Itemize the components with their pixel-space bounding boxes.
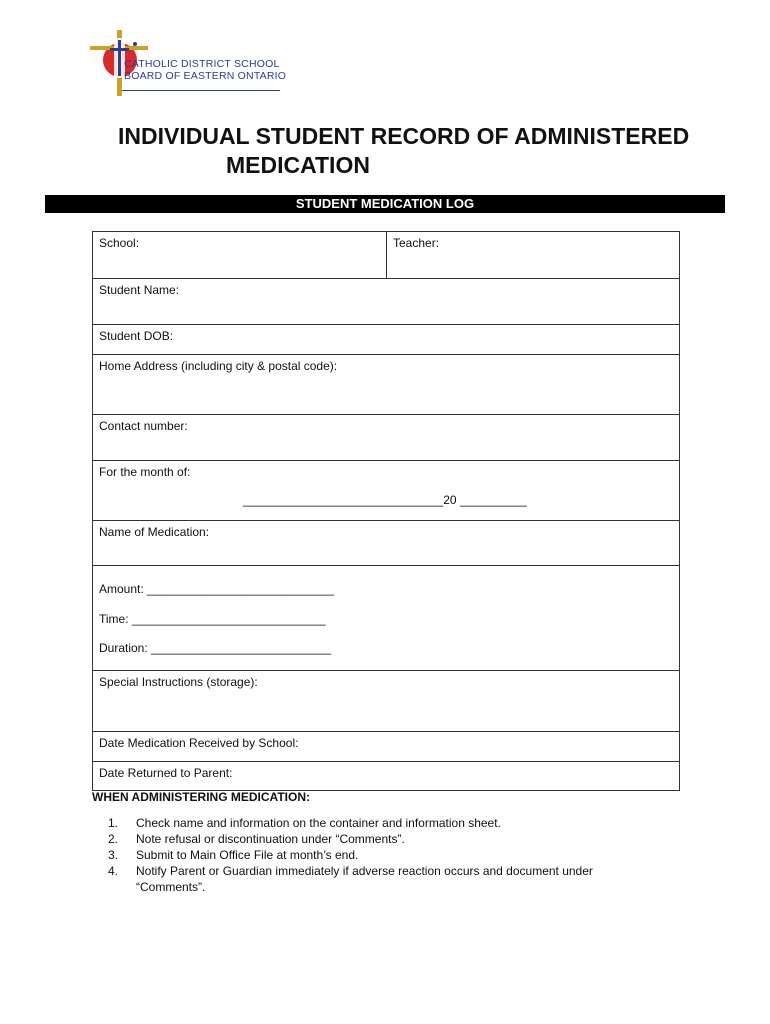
step-text: Check name and information on the container and information sheet. — [136, 816, 501, 830]
contact-number-label: Contact number: — [99, 419, 188, 433]
special-instructions-field[interactable] — [93, 670, 679, 731]
step-number: 3. — [108, 848, 119, 862]
contact-number-field[interactable] — [93, 414, 679, 460]
step-text: Notify Parent or Guardian immediately if adverse reaction occurs and document under “Comments”. — [136, 864, 593, 894]
student-name-label: Student Name: — [99, 283, 180, 297]
date-received-label: Date Medication Received by School: — [99, 736, 299, 750]
step-number: 4. — [108, 864, 119, 878]
board-name — [124, 58, 286, 82]
list-item — [108, 831, 636, 847]
step-text: Submit to Main Office File at month’s end. — [136, 848, 359, 862]
school-field[interactable] — [93, 232, 387, 278]
home-address-label: Home Address (including city & postal code): — [99, 359, 338, 373]
school-label: School: — [99, 236, 140, 250]
section-banner: STUDENT MEDICATION LOG — [45, 195, 725, 213]
board-name-line2: BOARD OF EASTERN ONTARIO — [124, 70, 287, 82]
time-field[interactable]: Time: _____________________________ — [99, 612, 326, 626]
date-received-field[interactable] — [93, 731, 679, 761]
step-text: Note refusal or discontinuation under “Comments”. — [136, 832, 405, 846]
list-item — [108, 815, 636, 831]
student-dob-field[interactable] — [93, 324, 679, 354]
month-year-line: ______________________________20 __________ — [243, 493, 527, 507]
date-returned-label: Date Returned to Parent: — [99, 766, 233, 780]
month-field[interactable] — [93, 460, 679, 520]
page-title-line1: INDIVIDUAL STUDENT RECORD OF ADMINISTERED — [118, 123, 690, 149]
special-instructions-label: Special Instructions (storage): — [99, 675, 258, 689]
step-number: 2. — [108, 832, 119, 846]
duration-field[interactable]: Duration: ___________________________ — [99, 641, 332, 655]
medication-name-label: Name of Medication: — [99, 525, 210, 539]
instructions-heading: WHEN ADMINISTERING MEDICATION: — [92, 790, 310, 804]
teacher-label: Teacher: — [393, 236, 440, 250]
step-number: 1. — [108, 816, 119, 830]
logo-divider — [122, 90, 280, 91]
page-title — [118, 122, 718, 180]
school-teacher-row — [93, 232, 679, 278]
home-address-field[interactable] — [93, 354, 679, 414]
student-dob-label: Student DOB: — [99, 329, 174, 343]
board-name-line1: CATHOLIC DISTRICT SCHOOL — [124, 58, 280, 70]
dosage-block — [93, 565, 679, 670]
instructions-list — [108, 815, 636, 895]
date-returned-field[interactable] — [93, 761, 679, 790]
teacher-field[interactable] — [387, 232, 679, 278]
list-item — [108, 847, 636, 863]
page-title-line2: MEDICATION — [226, 152, 370, 178]
student-name-field[interactable] — [93, 278, 679, 324]
month-label: For the month of: — [99, 465, 191, 479]
list-item — [108, 863, 636, 895]
medication-log-form — [92, 231, 680, 791]
medication-name-field[interactable] — [93, 520, 679, 565]
amount-field[interactable]: Amount: ____________________________ — [99, 582, 334, 596]
